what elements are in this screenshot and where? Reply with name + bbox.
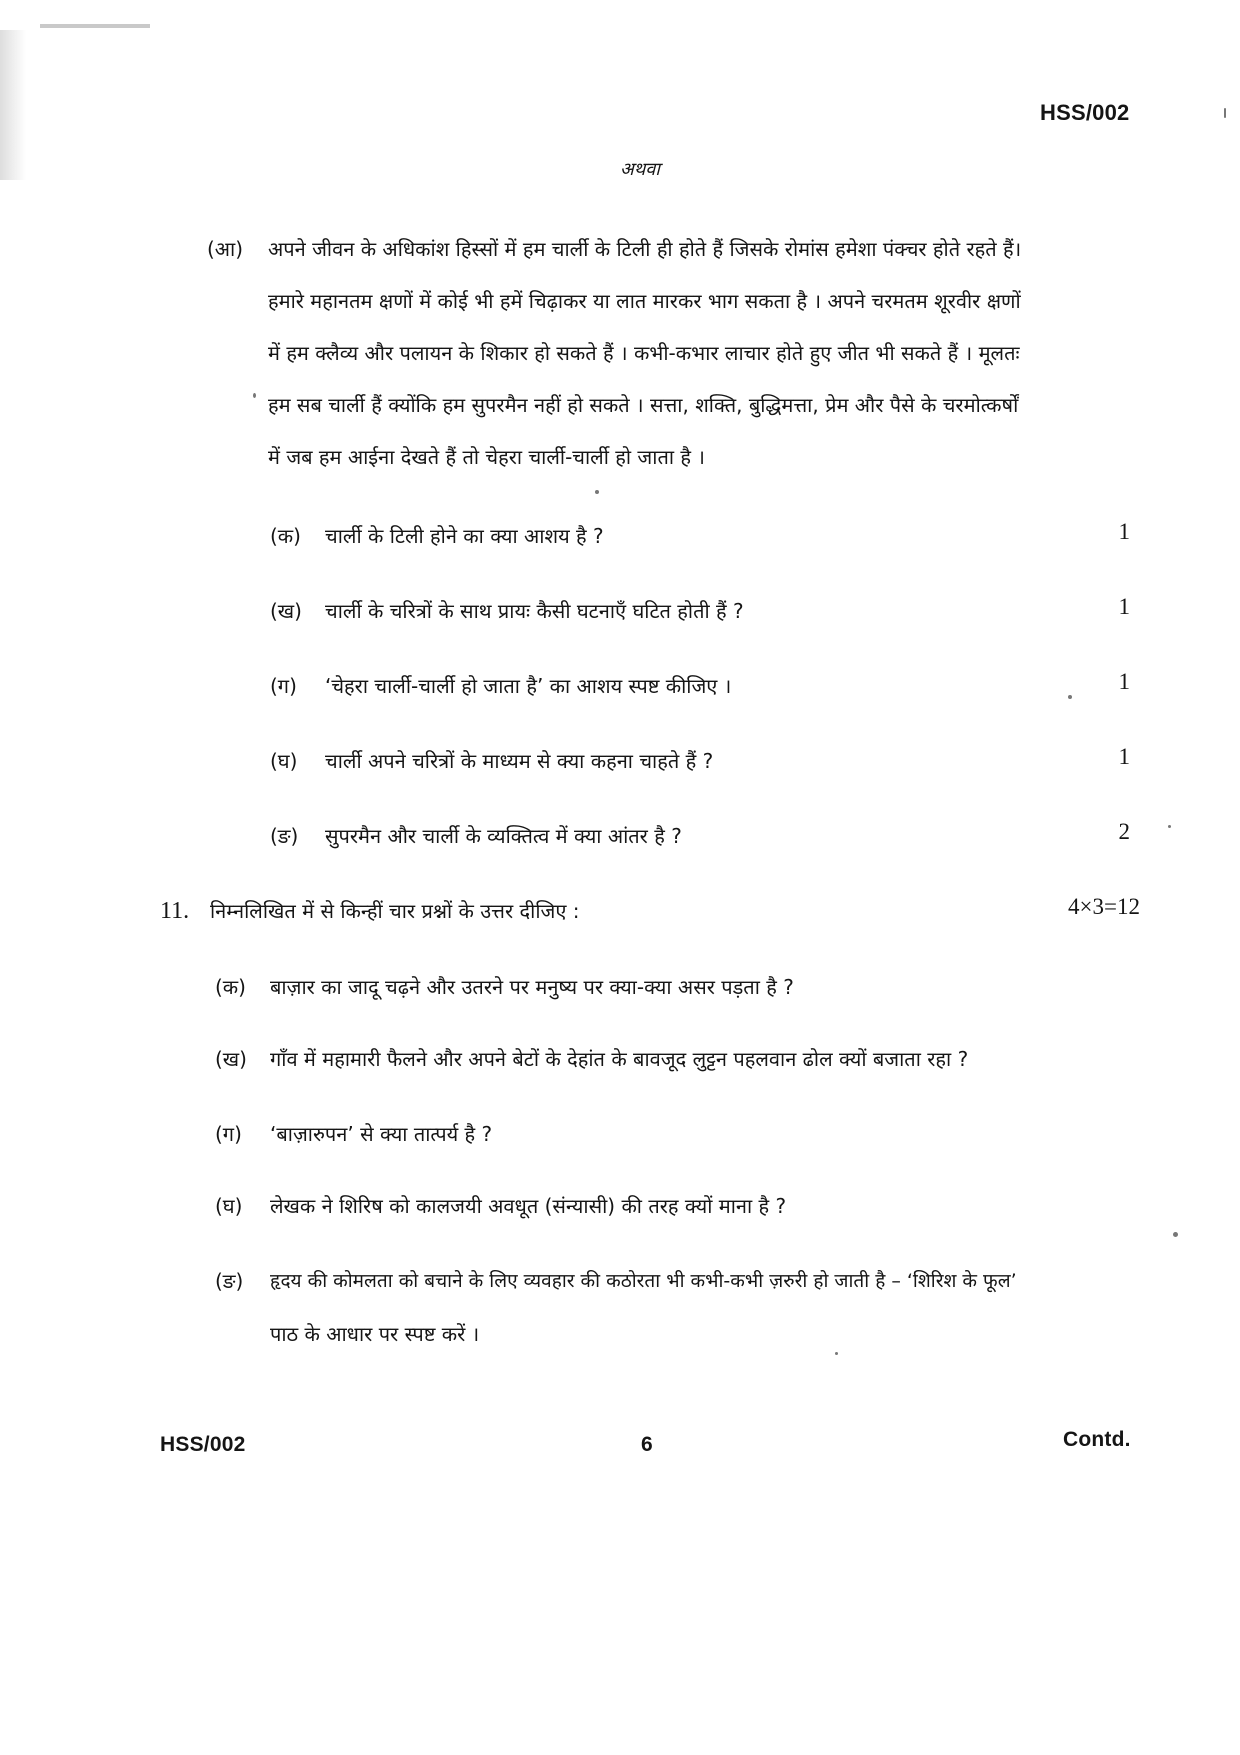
scan-speck [1173,1232,1178,1237]
scan-speck [595,490,599,494]
passage-label: (आ) [207,237,244,261]
footer-paper-code: HSS/002 [160,1433,246,1456]
passage-question-text: चार्ली के टिली होने का क्या आशय है ? [325,524,604,548]
passage-question-marks: 1 [1118,519,1130,544]
passage-line: में हम क्लैव्य और पलायन के शिकार हो सकते हैं । कभी-कभार लाचार होते हुए जीत भी सकते हैं । मूलतः [268,341,1020,365]
passage-line: अपने जीवन के अधिकांश हिस्सों में हम चार्ली के टिली ही होते हैं जिसके रोमांस हमेशा पंक्चर होते रहते हैं। [268,237,1022,261]
page-number: 6 [641,1433,653,1456]
scan-speck [1224,108,1226,118]
header-paper-code: HSS/002 [1040,100,1130,125]
passage-line: हम सब चार्ली हैं क्योंकि हम सुपरमैन नहीं हो सकते । सत्ता, शक्ति, बुद्धिमत्ता, प्रेम और पैसे के चरमोत्कर्षों [268,393,1019,417]
question-number: 11. [160,898,190,924]
passage-line: हमारे महानतम क्षणों में कोई भी हमें चिढ़ाकर या लात मारकर भाग सकता है । अपने चरमतम शूरवीर क्षणों [268,289,1021,313]
passage-question-text: चार्ली के चरित्रों के साथ प्रायः कैसी घटनाएँ घटित होती हैं ? [325,599,744,623]
continued-label: Contd. [1063,1428,1131,1451]
scan-speck [1068,695,1072,699]
scan-edge-mark [0,30,26,180]
passage-question-marks: 1 [1118,669,1130,694]
question-item-text: गाँव में महामारी फैलने और अपने बेटों के देहांत के बावजूद लुट्टन पहलवान ढोल क्यों बजाता रहा ? [270,1047,969,1071]
question-text: निम्नलिखित में से किन्हीं चार प्रश्नों के उत्तर दीजिए : [210,899,580,923]
passage-question-text: चार्ली अपने चरित्रों के माध्यम से क्या कहना चाहते हैं ? [325,749,714,773]
question-marks: 4×3=12 [1068,894,1140,919]
question-item-label: (क) [215,975,246,999]
passage-question-label: (घ) [270,749,298,773]
passage-question-marks: 1 [1118,744,1130,769]
question-item-text: लेखक ने शिरिष को कालजयी अवधूत (संन्यासी) की तरह क्यों माना है ? [270,1194,787,1218]
passage-question-marks: 1 [1118,594,1130,619]
passage-question-marks: 2 [1118,819,1130,844]
or-label: अथवा [620,159,660,180]
question-item-text-continued: पाठ के आधार पर स्पष्ट करें । [270,1322,480,1346]
question-item-text: बाज़ार का जादू चढ़ने और उतरने पर मनुष्य पर क्या-क्या असर पड़ता है ? [270,975,794,999]
question-item-text: ‘बाज़ारुपन’ से क्या तात्पर्य है ? [270,1122,493,1146]
question-item-label: (घ) [215,1194,243,1218]
scan-speck [835,1352,838,1355]
question-item-label: (ङ) [215,1269,244,1293]
passage-question-text: ‘चेहरा चार्ली-चार्ली हो जाता है’ का आशय स्पष्ट कीजिए । [325,674,732,698]
scan-speck [253,393,256,398]
passage-question-label: (ग) [270,674,297,698]
question-item-label: (ख) [215,1047,247,1071]
passage-question-text: सुपरमैन और चार्ली के व्यक्तित्व में क्या आंतर है ? [325,824,682,848]
passage-question-label: (ङ) [270,824,299,848]
scan-smudge [40,24,150,28]
scan-speck [1168,825,1171,828]
passage-question-label: (क) [270,524,301,548]
passage-line: में जब हम आईना देखते हैं तो चेहरा चार्ली-चार्ली हो जाता है । [268,445,705,469]
passage-question-label: (ख) [270,599,302,623]
question-item-label: (ग) [215,1122,242,1146]
question-item-text: हृदय की कोमलता को बचाने के लिए व्यवहार की कठोरता भी कभी-कभी ज़रुरी हो जाती है – ‘शिरिश के फूल’ [270,1270,1017,1292]
